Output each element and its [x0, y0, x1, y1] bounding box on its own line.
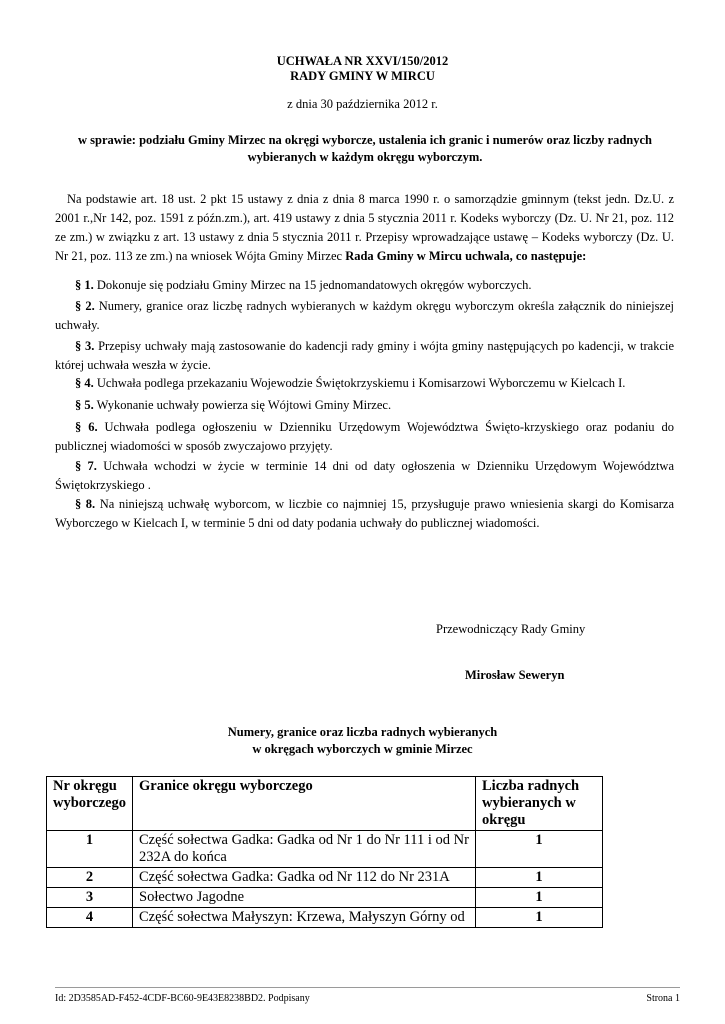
cell-granice: Sołectwo Jagodne: [133, 888, 476, 908]
cell-nr: 4: [47, 908, 133, 928]
cell-nr: 1: [47, 831, 133, 868]
section-5: [55, 396, 674, 415]
section-number: § 1.: [75, 278, 94, 292]
resolution-title: [0, 54, 725, 84]
cell-liczba: 1: [476, 831, 603, 868]
resolution-subject: w sprawie: podziału Gminy Mirzec na okręgi wyborcze, ustalenia ich granic i numerów oraz liczby radnych wybieranych w każdym okręgu wyborczym.: [77, 133, 653, 164]
signature-role: Przewodniczący Rady Gminy: [436, 622, 586, 636]
resolution-number: UCHWAŁA NR XXVI/150/2012: [276, 54, 449, 68]
resolution-date: z dnia 30 października 2012 r.: [287, 97, 438, 111]
section-7: [55, 457, 674, 495]
footer-divider: [55, 987, 680, 988]
section-6: [55, 418, 674, 456]
cell-granice: Część sołectwa Małyszyn: Krzewa, Małyszyn Górny od: [133, 908, 476, 928]
header-nr: Nr okręgu wyborczego: [47, 777, 133, 831]
signature-name: Mirosław Seweryn: [465, 668, 565, 682]
section-number: § 3.: [75, 339, 95, 353]
section-number: § 4.: [75, 376, 94, 390]
section-text: Numery, granice oraz liczbę radnych wybieranych w każdym okręgu wyborczym określa załącznik do niniejszej uchwały.: [55, 299, 675, 332]
districts-table: [46, 776, 603, 928]
cell-liczba: 1: [476, 868, 603, 888]
footer-id: Id: 2D3585AD-F452-4CDF-BC60-9E43E8238BD2. Podpisany: [55, 993, 310, 1004]
table-row: [47, 868, 603, 888]
table-title-line: w okręgach wyborczych w gminie Mirzec: [252, 742, 473, 756]
cell-liczba: 1: [476, 908, 603, 928]
table-header-row: [47, 777, 603, 831]
council-name: RADY GMINY W MIRCU: [290, 69, 435, 83]
section-number: § 7.: [75, 459, 97, 473]
preamble: [55, 190, 674, 266]
preamble-bold: Rada Gminy w Mircu uchwala, co następuje:: [345, 249, 587, 263]
table-title-line: Numery, granice oraz liczba radnych wybieranych: [227, 725, 498, 739]
header-liczba: Liczba radnych wybieranych w okręgu: [476, 777, 603, 831]
section-3: [55, 337, 674, 375]
section-8: [55, 495, 674, 533]
section-text: Przepisy uchwały mają zastosowanie do kadencji rady gminy i wójta gminy następujących po kadencji, w trakcie której uchwała weszła w życie.: [55, 339, 675, 372]
section-text: Na niniejszą uchwałę wyborcom, w liczbie co najmniej 15, przysługuje prawo wniesienia skargi do Komisarza Wyborczego w Kielcach I, w terminie 5 dni od daty podania uchwały do publicznej wiadomości.: [55, 497, 675, 530]
page-number: Strona 1: [646, 993, 680, 1004]
cell-nr: 2: [47, 868, 133, 888]
section-text: Dokonuje się podziału Gminy Mirzec na 15 jednomandatowych okręgów wyborczych.: [96, 278, 532, 292]
section-number: § 6.: [75, 420, 98, 434]
section-text: Uchwała podlega przekazaniu Wojewodzie Świętokrzyskiemu i Komisarzowi Wyborczemu w Kielcach I.: [96, 376, 626, 390]
section-4: [55, 374, 674, 393]
cell-liczba: 1: [476, 888, 603, 908]
section-text: Uchwała wchodzi w życie w terminie 14 dni od daty ogłoszenia w Dzienniku Urzędowym Województwa Świętokrzyskiego .: [55, 459, 674, 492]
section-text: Wykonanie uchwały powierza się Wójtowi Gminy Mirzec.: [96, 398, 392, 412]
section-number: § 2.: [75, 299, 95, 313]
section-number: § 8.: [75, 497, 96, 511]
preamble-text: Na podstawie art. 18 ust. 2 pkt 15 ustawy z dnia z dnia 8 marca 1990 r. o samorządzie gminnym (tekst jedn. Dz.U. z 2001 r.,Nr 142, poz. 1591 z późn.zm.), art. 419 ustawy z dnia 5 stycznia 2011 r. Kodeks wyborczy (Dz. U. Nr 21, poz. 112 ze zm.) w związku z art. 13 ustawy z dnia 5 stycznia 2011 r. Przepisy wprowadzające ustawę – Kodeks wyborczy (Dz. U. Nr 21, poz. 113 ze zm.) na wniosek Wójta Gminy Mirzec: [55, 192, 674, 263]
table-row: [47, 831, 603, 868]
section-text: Uchwała podlega ogłoszeniu w Dzienniku Urzędowym Województwa Święto-krzyskiego oraz podaniu do publicznej wiadomości w sposób zwyczajowo przyjęty.: [55, 420, 675, 453]
cell-granice: Część sołectwa Gadka: Gadka od Nr 112 do Nr 231A: [133, 868, 476, 888]
section-1: [55, 276, 674, 295]
cell-nr: 3: [47, 888, 133, 908]
cell-granice: Część sołectwa Gadka: Gadka od Nr 1 do Nr 111 i od Nr 232A do końca: [133, 831, 476, 868]
table-title: [0, 724, 725, 758]
section-2: [55, 297, 674, 335]
section-number: § 5.: [75, 398, 94, 412]
header-granice: Granice okręgu wyborczego: [133, 777, 476, 831]
table-row: [47, 888, 603, 908]
table-row: [47, 908, 603, 928]
